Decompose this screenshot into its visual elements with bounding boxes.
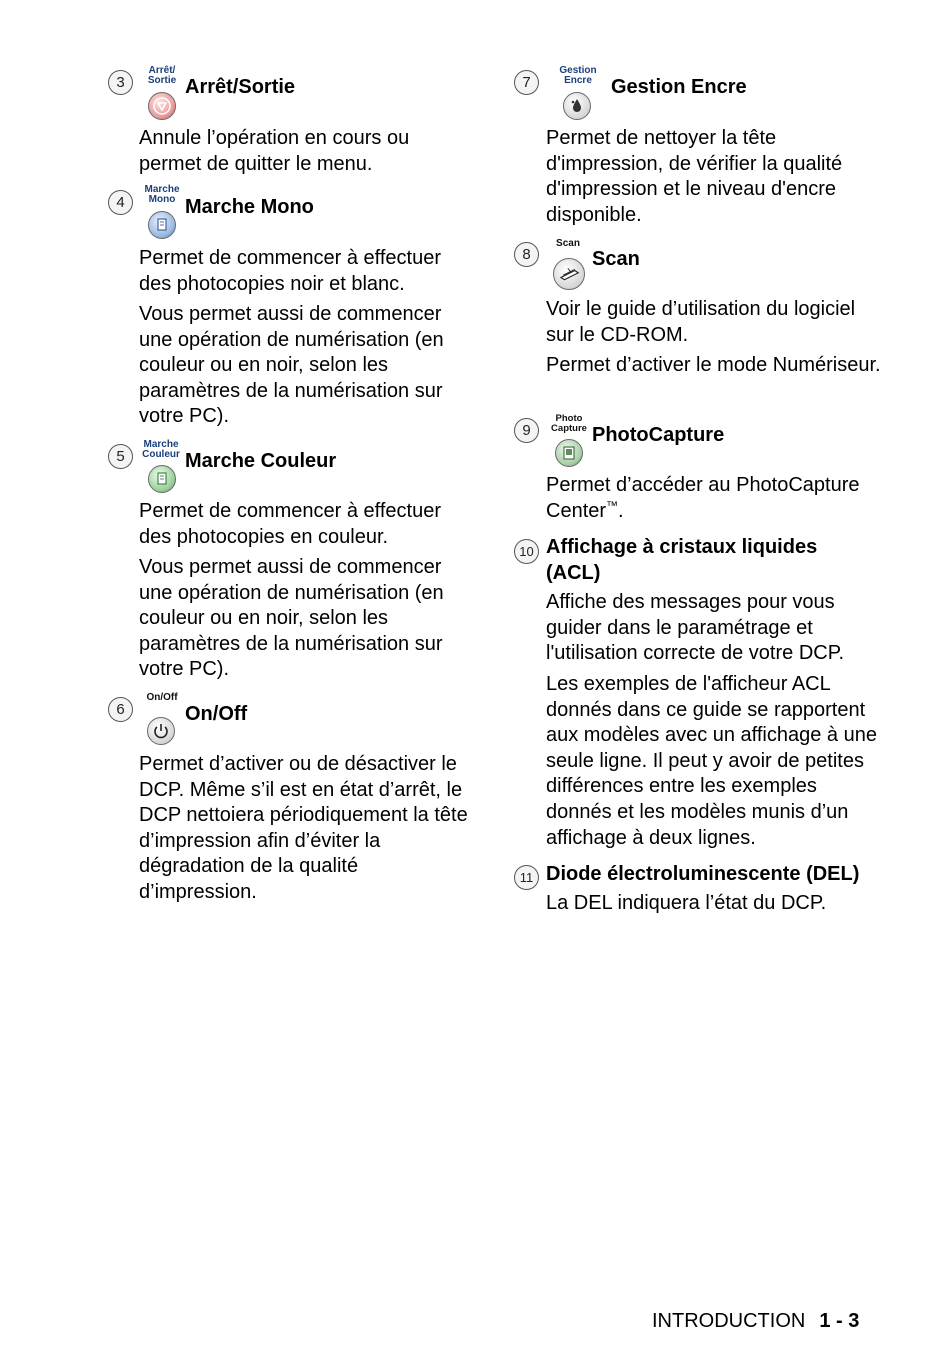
footer-section: INTRODUCTION xyxy=(652,1310,806,1332)
button-caption: Marche Couleur xyxy=(142,439,180,460)
trademark-symbol: ™ xyxy=(606,497,619,512)
power-icon xyxy=(147,717,175,745)
page-footer xyxy=(652,1308,859,1334)
item-description: Permet de commencer à effectuer des photocopies noir et blanc. xyxy=(139,247,441,295)
item-number: 3 xyxy=(108,70,133,95)
item-description: Permet de commencer à effectuer des photocopies en couleur. xyxy=(139,500,441,548)
item-title: Marche Couleur xyxy=(185,450,337,472)
item-number: 11 xyxy=(514,865,539,890)
ink-drop-icon xyxy=(563,92,591,120)
button-caption: Photo Capture xyxy=(551,413,587,434)
item-description: Voir le guide d’utilisation du logiciel sur le CD-ROM. xyxy=(546,298,856,346)
item-number: 8 xyxy=(514,242,539,267)
item-title: Scan xyxy=(592,248,640,270)
item-description: Permet d’accéder au PhotoCapture Center™. xyxy=(546,474,860,522)
item-description: Permet de nettoyer la tête d'impression, de vérifier la qualité d'impression et le niveau d'encre disponible. xyxy=(546,127,843,226)
item-title: PhotoCapture xyxy=(592,424,725,446)
item-title: Gestion Encre xyxy=(611,76,747,98)
item-title: On/Off xyxy=(185,703,248,725)
item-title: Marche Mono xyxy=(185,196,314,218)
item-description: La DEL indiquera l’état du DCP. xyxy=(546,892,827,914)
item-description: Annule l’opération en cours ou permet de quitter le menu. xyxy=(139,127,410,175)
button-caption: Gestion Encre xyxy=(559,65,597,86)
item-number: 6 xyxy=(108,697,133,722)
scanner-icon xyxy=(553,258,585,290)
item-description: Vous permet aussi de commencer une opération de numérisation (en couleur ou en noir, selon les paramètres de la numérisation sur votre PC). xyxy=(139,303,444,428)
button-caption: Marche Mono xyxy=(144,184,180,205)
item-number: 9 xyxy=(514,418,539,443)
item-title: Affichage à cristaux liquides (ACL) xyxy=(546,536,818,584)
item-number: 7 xyxy=(514,70,539,95)
button-caption: Arrêt/ Sortie xyxy=(147,65,177,86)
item-description: Permet d’activer ou de désactiver le DCP. Même s’il est en état d’arrêt, le DCP nettoiera périodiquement la tête d’impression afin d’éviter la dégradation de la qualité d’impression. xyxy=(139,753,468,903)
stop-icon xyxy=(148,92,176,120)
button-caption: On/Off xyxy=(146,692,178,703)
mono-copy-icon xyxy=(148,211,176,239)
item-description: Vous permet aussi de commencer une opération de numérisation (en couleur ou en noir, selon les paramètres de la numérisation sur votre PC). xyxy=(139,556,444,681)
photocapture-icon xyxy=(555,439,583,467)
item-description: Les exemples de l'afficheur ACL donnés dans ce guide se rapportent aux modèles avec un affichage à une seule ligne. Il peut y avoir de petites différences entre les exemples donnés et les modèles munis d’un affichage à deux lignes. xyxy=(546,673,877,849)
color-copy-icon xyxy=(148,465,176,493)
item-number: 4 xyxy=(108,190,133,215)
item-description: Affiche des messages pour vous guider dans le paramétrage et l'utilisation correcte de votre DCP. xyxy=(546,591,845,665)
item-number: 5 xyxy=(108,444,133,469)
page-number: 1 - 3 xyxy=(819,1310,860,1332)
item-number: 10 xyxy=(514,539,539,564)
item-description: Permet d’activer le mode Numériseur. xyxy=(546,354,881,376)
item-title: Diode électroluminescente (DEL) xyxy=(546,863,860,885)
item-title: Arrêt/Sortie xyxy=(185,76,296,98)
button-caption: Scan xyxy=(556,238,580,249)
